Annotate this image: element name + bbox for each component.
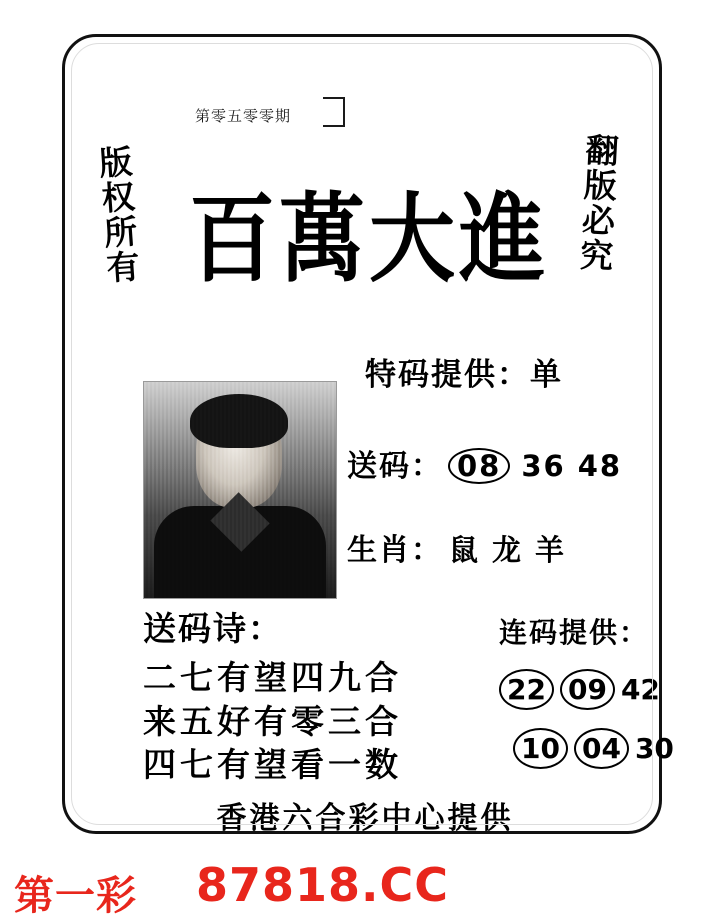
lianma-number: 42 [620, 673, 660, 706]
issue-number: 第零五零零期 [195, 107, 292, 125]
lianma-row [513, 728, 709, 769]
photo-grain-overlay [144, 382, 336, 598]
zodiac-line [347, 525, 572, 569]
banner-brand: 第一彩 [14, 872, 137, 919]
poem-line: 四七有望看一数 [143, 745, 402, 785]
lianma-number: 09 [560, 669, 615, 710]
poster-card [62, 34, 674, 836]
poem-line: 二七有望四九合 [143, 658, 402, 697]
send-code-number: 36 [521, 449, 566, 483]
lianma-number: 22 [499, 669, 554, 710]
special-code-line [365, 349, 563, 394]
send-code-number: 48 [577, 449, 623, 483]
bottom-banner [0, 856, 720, 921]
lianma-row [499, 669, 709, 710]
lianma-number: 04 [574, 728, 629, 769]
lianma-title: 连码提供： [499, 616, 650, 649]
poster-footer: 香港六合彩中心提供 [216, 801, 514, 836]
send-code-number: 08 [448, 448, 510, 484]
special-code-label: 特码提供： [365, 357, 530, 393]
copyright-left-phrase: 版权所有 [93, 143, 142, 287]
send-code-line [347, 441, 628, 485]
page-title: 百萬大進 [189, 182, 549, 296]
special-code-value: 单 [530, 357, 563, 393]
portrait-photo [143, 381, 337, 599]
lianma-block [499, 611, 709, 769]
zodiac-animal: 龙 [492, 533, 524, 567]
copyright-right-phrase: 翻版必究 [574, 132, 621, 274]
poem-line: 来五好有零三合 [143, 701, 402, 741]
send-code-label: 送码： [347, 449, 443, 484]
lianma-number: 10 [513, 728, 568, 769]
zodiac-animal: 羊 [535, 533, 567, 567]
lianma-number: 30 [634, 732, 674, 765]
poem-block [143, 603, 402, 787]
issue-number-box [323, 97, 345, 127]
zodiac-label: 生肖： [347, 533, 443, 568]
poem-title: 送码诗： [143, 609, 283, 648]
banner-website: 87818.CC [196, 858, 450, 912]
zodiac-animal: 鼠 [449, 533, 481, 567]
